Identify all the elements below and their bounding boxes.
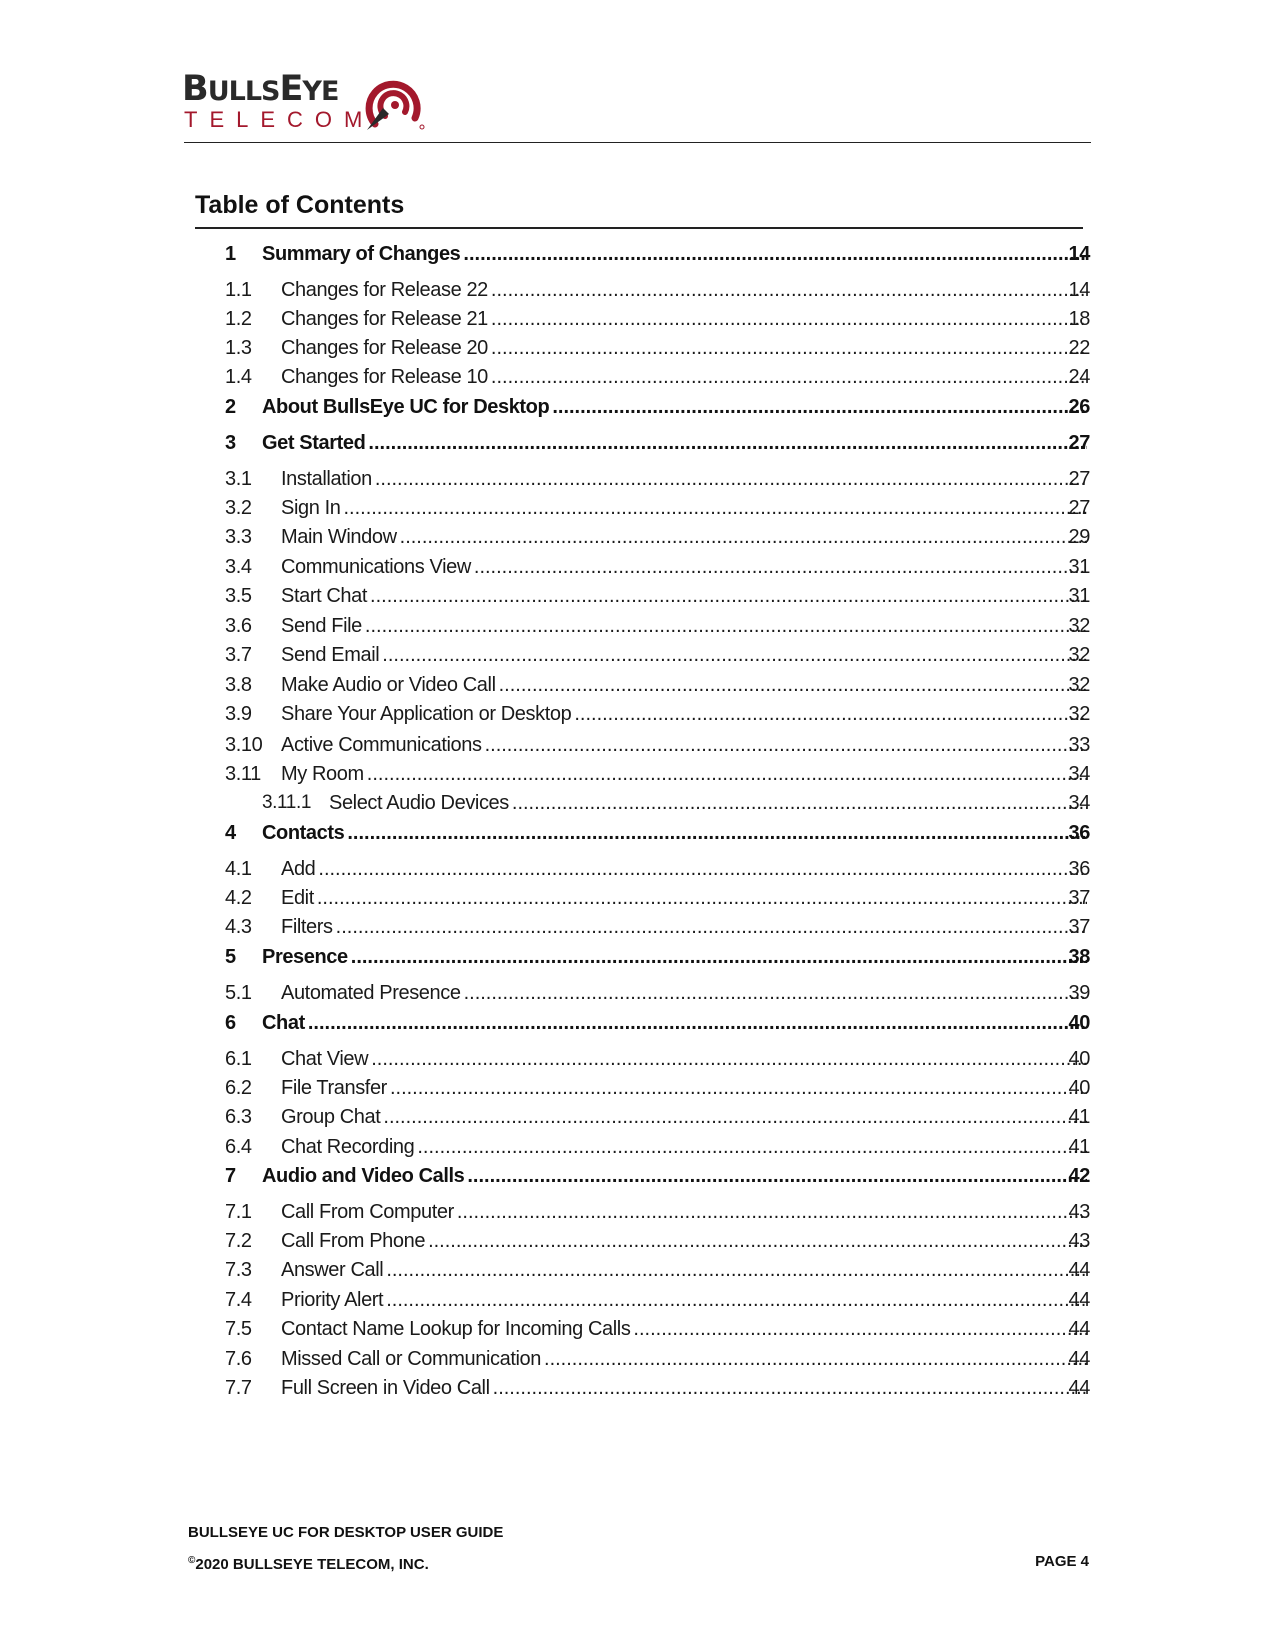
- toc-entry-leader: [281, 583, 1090, 609]
- toc-entry-title[interactable]: Full Screen in Video Call: [281, 1377, 490, 1399]
- toc-entry-title[interactable]: Share Your Application or Desktop: [281, 703, 572, 725]
- dot-leader: [417, 1134, 1087, 1160]
- toc-entry-page-number[interactable]: 31: [1068, 585, 1090, 607]
- toc-entry-title[interactable]: Send File: [281, 615, 362, 637]
- dot-leader: [317, 885, 1087, 911]
- toc-entry-leader: [281, 1134, 1090, 1160]
- toc-entry-leader: [281, 642, 1090, 668]
- toc-chapter-entry[interactable]: [0, 1010, 1275, 1036]
- toc-section-entry[interactable]: [0, 1228, 1275, 1254]
- toc-entry-leader: [281, 856, 1090, 882]
- toc-entry-page-number[interactable]: 40: [1068, 1048, 1090, 1070]
- toc-section-entry[interactable]: [0, 495, 1275, 521]
- toc-section-entry[interactable]: [0, 466, 1275, 492]
- toc-entry-leader: [281, 885, 1090, 911]
- toc-section-entry[interactable]: [0, 1104, 1275, 1130]
- toc-entry-page-number[interactable]: 31: [1068, 556, 1090, 578]
- toc-entry-title[interactable]: Add: [281, 858, 316, 880]
- toc-entry-leader: [281, 980, 1090, 1006]
- toc-entry-title[interactable]: Main Window: [281, 526, 397, 548]
- logo-wordmark: BULLSEYE: [182, 69, 339, 109]
- toc-entry-number: 3.11.1: [262, 792, 312, 813]
- dot-leader: [336, 914, 1087, 940]
- toc-section-entry[interactable]: [0, 1075, 1275, 1101]
- dot-leader: [365, 613, 1087, 639]
- toc-entry-page-number[interactable]: 26: [1068, 396, 1090, 418]
- toc-entry-page-number[interactable]: 32: [1068, 615, 1090, 637]
- toc-entry-number: 6.4: [225, 1136, 252, 1158]
- toc-entry-page-number[interactable]: 18: [1068, 308, 1090, 330]
- dot-leader: [633, 1316, 1087, 1342]
- toc-entry-number: 7.3: [225, 1259, 252, 1281]
- toc-entry-title[interactable]: Changes for Release 20: [281, 337, 488, 359]
- toc-entry-number: 5: [225, 946, 236, 968]
- toc-entry-leader: [281, 761, 1090, 787]
- toc-section-entry[interactable]: [0, 701, 1275, 727]
- toc-entry-number: 3.6: [225, 615, 252, 637]
- toc-entry-title[interactable]: Select Audio Devices: [329, 792, 509, 814]
- toc-entry-number: 7.1: [225, 1201, 252, 1223]
- toc-entry-leader: [281, 732, 1090, 758]
- dot-leader: [491, 364, 1087, 390]
- toc-entry-number: 3.2: [225, 497, 252, 519]
- toc-entry-page-number[interactable]: 27: [1068, 497, 1090, 519]
- toc-entry-leader: [281, 1199, 1090, 1225]
- toc-entry-page-number[interactable]: 22: [1068, 337, 1090, 359]
- dot-leader: [318, 856, 1087, 882]
- dot-leader: [371, 1046, 1087, 1072]
- dot-leader: [463, 241, 1087, 267]
- toc-entry-number: 1: [225, 243, 236, 265]
- toc-entry-title[interactable]: Chat Recording: [281, 1136, 415, 1158]
- dot-leader: [386, 1257, 1087, 1283]
- dot-leader: [351, 944, 1087, 970]
- toc-entry-title[interactable]: Make Audio or Video Call: [281, 674, 496, 696]
- dot-leader: [370, 583, 1087, 609]
- toc-section-entry[interactable]: [0, 306, 1275, 332]
- toc-entry-leader: [262, 820, 1090, 846]
- dot-leader: [347, 820, 1087, 846]
- toc-entry-leader: [281, 1075, 1090, 1101]
- toc-entry-page-number[interactable]: 44: [1068, 1289, 1090, 1311]
- toc-entry-number: 6.2: [225, 1077, 252, 1099]
- toc-entry-page-number[interactable]: 44: [1068, 1318, 1090, 1340]
- toc-entry-page-number[interactable]: 44: [1068, 1377, 1090, 1399]
- dot-leader: [574, 701, 1087, 727]
- toc-entry-leader: [262, 430, 1090, 456]
- toc-entry-number: 7.7: [225, 1377, 252, 1399]
- toc-section-entry[interactable]: [0, 1316, 1275, 1342]
- logo-subtitle: TELECOM: [184, 107, 375, 132]
- dot-leader: [343, 495, 1087, 521]
- toc-entry-number: 5.1: [225, 982, 252, 1004]
- toc-section-entry[interactable]: [0, 914, 1275, 940]
- toc-entry-title[interactable]: Start Chat: [281, 585, 368, 607]
- toc-entry-title[interactable]: Active Communications: [281, 734, 482, 756]
- toc-entry-title[interactable]: Automated Presence: [281, 982, 461, 1004]
- toc-entry-number: 3.11: [225, 763, 261, 785]
- toc-entry-number: 7.2: [225, 1230, 252, 1252]
- toc-entry-leader: [262, 1163, 1090, 1189]
- dot-leader: [428, 1228, 1087, 1254]
- toc-entry-title[interactable]: Sign In: [281, 497, 341, 519]
- toc-chapter-entry[interactable]: [0, 430, 1275, 456]
- toc-entry-page-number[interactable]: 14: [1068, 279, 1090, 301]
- toc-section-entry[interactable]: [0, 732, 1275, 758]
- toc-chapter-entry[interactable]: [0, 944, 1275, 970]
- toc-entry-number: 1.2: [225, 308, 252, 330]
- toc-section-entry[interactable]: [0, 1046, 1275, 1072]
- toc-entry-leader: [329, 790, 1090, 816]
- toc-entry-leader: [281, 1257, 1090, 1283]
- toc-entry-number: 7: [225, 1165, 236, 1187]
- toc-entry-leader: [281, 1046, 1090, 1072]
- dot-leader: [474, 554, 1087, 580]
- toc-entry-page-number[interactable]: 32: [1068, 674, 1090, 696]
- dot-leader: [382, 642, 1087, 668]
- toc-entry-number: 4: [225, 822, 236, 844]
- dot-leader: [400, 524, 1087, 550]
- toc-entry-title[interactable]: Answer Call: [281, 1259, 384, 1281]
- toc-entry-title[interactable]: Call From Phone: [281, 1230, 426, 1252]
- toc-entry-leader: [281, 1346, 1090, 1372]
- dot-leader: [386, 1287, 1087, 1313]
- toc-entry-leader: [262, 1010, 1090, 1036]
- toc-entry-title[interactable]: Missed Call or Communication: [281, 1348, 542, 1370]
- toc-entry-title[interactable]: About BullsEye UC for Desktop: [262, 396, 550, 418]
- dot-leader: [308, 1010, 1087, 1036]
- toc-entry-title[interactable]: Audio and Video Calls: [262, 1165, 465, 1187]
- toc-entry-title[interactable]: Chat: [262, 1012, 305, 1034]
- toc-entry-page-number[interactable]: 32: [1068, 703, 1090, 725]
- toc-entry-page-number[interactable]: 36: [1068, 822, 1090, 844]
- dot-leader: [464, 980, 1087, 1006]
- toc-entry-page-number[interactable]: 34: [1068, 763, 1090, 785]
- toc-entry-leader: [262, 394, 1090, 420]
- toc-entry-number: 3.8: [225, 674, 252, 696]
- toc-entry-page-number[interactable]: 36: [1068, 858, 1090, 880]
- toc-entry-page-number[interactable]: 39: [1068, 982, 1090, 1004]
- toc-entry-leader: [281, 701, 1090, 727]
- toc-entry-leader: [281, 277, 1090, 303]
- toc-entry-number: 1.3: [225, 337, 252, 359]
- toc-entry-title[interactable]: Changes for Release 10: [281, 366, 488, 388]
- toc-entry-number: 4.2: [225, 887, 252, 909]
- dot-leader: [368, 430, 1087, 456]
- toc-entry-page-number[interactable]: 33: [1068, 734, 1090, 756]
- toc-entry-leader: [262, 241, 1090, 267]
- toc-entry-number: 3.4: [225, 556, 252, 578]
- toc-entry-title[interactable]: Filters: [281, 916, 333, 938]
- toc-entry-leader: [281, 466, 1090, 492]
- toc-section-entry[interactable]: [0, 583, 1275, 609]
- toc-entry-leader: [281, 554, 1090, 580]
- toc-section-entry[interactable]: [0, 1134, 1275, 1160]
- toc-entry-number: 4.3: [225, 916, 252, 938]
- toc-entry-page-number[interactable]: 27: [1068, 468, 1090, 490]
- dot-leader: [457, 1199, 1087, 1225]
- toc-entry-leader: [281, 364, 1090, 390]
- toc-subsubsection-entry[interactable]: [0, 790, 1275, 816]
- toc-section-entry[interactable]: [0, 1375, 1275, 1401]
- toc-entry-number: 3.9: [225, 703, 252, 725]
- toc-entry-title[interactable]: Priority Alert: [281, 1289, 384, 1311]
- toc-entry-page-number[interactable]: 38: [1068, 946, 1090, 968]
- toc-entry-number: 1.4: [225, 366, 252, 388]
- toc-entry-number: 6: [225, 1012, 236, 1034]
- toc-section-entry[interactable]: [0, 1287, 1275, 1313]
- footer-copyright: [188, 1556, 429, 1572]
- toc-entry-page-number[interactable]: 43: [1068, 1201, 1090, 1223]
- toc-section-entry[interactable]: [0, 1346, 1275, 1372]
- footer-guide-title: BULLSEYE UC FOR DESKTOP USER GUIDE: [188, 1524, 504, 1541]
- toc-entry-number: 3: [225, 432, 236, 454]
- toc-entry-page-number[interactable]: 37: [1068, 887, 1090, 909]
- toc-entry-title[interactable]: My Room: [281, 763, 364, 785]
- toc-entry-number: 3.10: [225, 734, 263, 756]
- toc-entry-title[interactable]: Call From Computer: [281, 1201, 454, 1223]
- dot-leader: [491, 335, 1087, 361]
- toc-section-entry[interactable]: [0, 364, 1275, 390]
- toc-section-entry[interactable]: [0, 277, 1275, 303]
- toc-entry-title[interactable]: Send Email: [281, 644, 380, 666]
- toc-entry-page-number[interactable]: 42: [1068, 1165, 1090, 1187]
- dot-leader: [493, 1375, 1087, 1401]
- toc-entry-page-number[interactable]: 44: [1068, 1348, 1090, 1370]
- toc-section-entry[interactable]: [0, 554, 1275, 580]
- toc-entry-title[interactable]: Communications View: [281, 556, 471, 578]
- toc-entry-page-number[interactable]: 27: [1068, 432, 1090, 454]
- dot-leader: [467, 1163, 1087, 1189]
- toc-entry-page-number[interactable]: 43: [1068, 1230, 1090, 1252]
- toc-entry-page-number[interactable]: 29: [1068, 526, 1090, 548]
- dot-leader: [512, 790, 1087, 816]
- toc-entry-number: 7.6: [225, 1348, 252, 1370]
- dot-leader: [552, 394, 1087, 420]
- toc-entry-leader: [281, 1316, 1090, 1342]
- toc-chapter-entry[interactable]: [0, 241, 1275, 267]
- toc-entry-page-number[interactable]: 37: [1068, 916, 1090, 938]
- toc-entry-page-number[interactable]: 41: [1068, 1136, 1090, 1158]
- dot-leader: [390, 1075, 1087, 1101]
- toc-entry-page-number[interactable]: 32: [1068, 644, 1090, 666]
- copyright-symbol: ©: [188, 1555, 196, 1566]
- toc-section-entry[interactable]: [0, 856, 1275, 882]
- copyright-text: 2020 BULLSEYE TELECOM, INC.: [195, 1556, 429, 1573]
- toc-chapter-entry[interactable]: [0, 820, 1275, 846]
- toc-section-entry[interactable]: [0, 1257, 1275, 1283]
- toc-chapter-entry[interactable]: [0, 394, 1275, 420]
- toc-entry-leader: [281, 613, 1090, 639]
- toc-entry-leader: [281, 495, 1090, 521]
- toc-entry-title[interactable]: Changes for Release 22: [281, 279, 488, 301]
- dot-leader: [499, 672, 1087, 698]
- toc-section-entry[interactable]: [0, 524, 1275, 550]
- toc-entry-leader: [281, 1228, 1090, 1254]
- dot-leader: [375, 466, 1087, 492]
- toc-entry-leader: [281, 335, 1090, 361]
- toc-entry-number: 3.1: [225, 468, 252, 490]
- toc-entry-number: 1.1: [225, 279, 252, 301]
- toc-entry-number: 2: [225, 396, 236, 418]
- toc-entry-number: 3.5: [225, 585, 252, 607]
- toc-entry-title[interactable]: Edit: [281, 887, 314, 909]
- toc-entry-page-number[interactable]: 40: [1068, 1012, 1090, 1034]
- toc-entry-leader: [281, 1104, 1090, 1130]
- toc-entry-title[interactable]: Contacts: [262, 822, 345, 844]
- toc-entry-number: 3.7: [225, 644, 252, 666]
- toc-entry-title[interactable]: Chat View: [281, 1048, 369, 1070]
- toc-entry-title[interactable]: Group Chat: [281, 1106, 381, 1128]
- toc-entry-leader: [281, 1287, 1090, 1313]
- toc-entry-number: 6.3: [225, 1106, 252, 1128]
- toc-section-entry[interactable]: [0, 885, 1275, 911]
- toc-section-entry[interactable]: [0, 613, 1275, 639]
- toc-entry-page-number[interactable]: 34: [1068, 792, 1090, 814]
- toc-section-entry[interactable]: [0, 672, 1275, 698]
- toc-section-entry[interactable]: [0, 642, 1275, 668]
- dot-leader: [367, 761, 1087, 787]
- toc-section-entry[interactable]: [0, 761, 1275, 787]
- dot-leader: [491, 277, 1087, 303]
- toc-entry-page-number[interactable]: 14: [1068, 243, 1090, 265]
- toc-entry-leader: [262, 944, 1090, 970]
- toc-section-entry[interactable]: [0, 335, 1275, 361]
- toc-heading: Table of Contents: [195, 191, 405, 219]
- dot-leader: [544, 1346, 1087, 1372]
- toc-entry-leader: [281, 914, 1090, 940]
- toc-entry-title[interactable]: Presence: [262, 946, 348, 968]
- toc-entry-title[interactable]: Changes for Release 21: [281, 308, 488, 330]
- toc-entry-page-number[interactable]: 41: [1068, 1106, 1090, 1128]
- toc-entry-number: 4.1: [225, 858, 252, 880]
- toc-entry-number: 6.1: [225, 1048, 252, 1070]
- toc-entry-number: 7.4: [225, 1289, 252, 1311]
- dot-leader: [383, 1104, 1087, 1130]
- toc-entry-number: 7.5: [225, 1318, 252, 1340]
- toc-entry-page-number[interactable]: 40: [1068, 1077, 1090, 1099]
- toc-section-entry[interactable]: [0, 980, 1275, 1006]
- toc-entry-page-number[interactable]: 44: [1068, 1259, 1090, 1281]
- dot-leader: [491, 306, 1087, 332]
- toc-entry-title[interactable]: Installation: [281, 468, 372, 490]
- toc-entry-leader: [281, 524, 1090, 550]
- toc-entry-number: 3.3: [225, 526, 252, 548]
- toc-entry-title[interactable]: File Transfer: [281, 1077, 387, 1099]
- toc-entry-title[interactable]: Contact Name Lookup for Incoming Calls: [281, 1318, 631, 1340]
- toc-entry-leader: [281, 1375, 1090, 1401]
- toc-section-entry[interactable]: [0, 1199, 1275, 1225]
- toc-entry-title[interactable]: Get Started: [262, 432, 366, 454]
- toc-entry-leader: [281, 306, 1090, 332]
- toc-entry-leader: [281, 672, 1090, 698]
- dot-leader: [485, 732, 1087, 758]
- toc-chapter-entry[interactable]: [0, 1163, 1275, 1189]
- toc-entry-title[interactable]: Summary of Changes: [262, 243, 461, 265]
- footer-page-number: PAGE 4: [1035, 1553, 1089, 1570]
- toc-entry-page-number[interactable]: 24: [1068, 366, 1090, 388]
